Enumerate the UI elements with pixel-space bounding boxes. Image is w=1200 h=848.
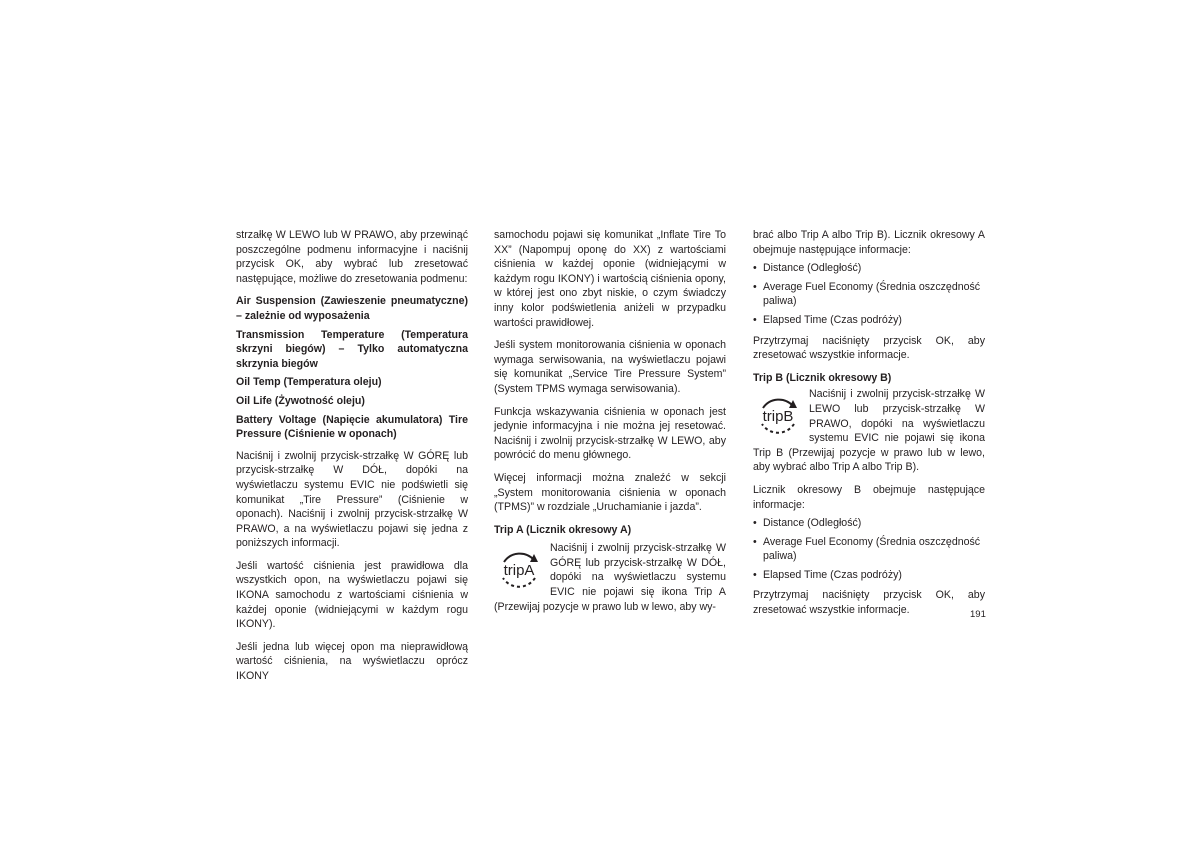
inflate-tire-paragraph: samochodu pojawi się komunikat „Inflate Tire To XX” (Napompuj oponę do XX) z wartościami ciśnienia w każdej oponie (widniejącymi w każdym rogu IKONY) i wartością ciśnienia opony, w której jest ono zbyt niskie, o czym świadczy inny kolor podświetlenia aniżeli w przypadku wartości prawidłowej. — [494, 229, 726, 329]
list-item: • Elapsed Time (Czas podróży) — [753, 313, 985, 328]
tire-pressure-paragraph: Naciśnij i zwolnij przycisk-strzałkę W GÓRĘ lub przycisk-strzałkę W DÓŁ, dopóki na wyświetlaczu systemu EVIC nie podświetli się komunikat „Tire Pressure” (Ciśnienie w oponach). Naciśnij i zwolnij przycisk-strzałkę W PRAWO, a na wyświetlaczu pojawi się jedna z poniższych informacji. — [236, 449, 468, 550]
pressure-ok-paragraph: Jeśli wartość ciśnienia jest prawidłowa dla wszystkich opon, na wyświetlaczu pojawi się IKONA samochodu z wartościami ciśnienia w każdej oponie (widniejącymi w każdym rogu IKONY). — [236, 559, 468, 631]
reset-trip-b-paragraph: Przytrzymaj naciśnięty przycisk OK, aby zresetować wszystkie informacje. — [753, 589, 985, 617]
heading-battery-tire-pressure: Battery Voltage (Napięcie akumulatora) Tire Pressure (Ciśnienie w oponach) — [236, 413, 468, 441]
column-right — [753, 228, 985, 626]
heading-oil-temp: Oil Temp (Temperatura oleju) — [236, 376, 382, 389]
list-item: • Distance (Odległość) — [753, 261, 985, 276]
pressure-low-paragraph: Jeśli jedna lub więcej opon ma nieprawidłową wartość ciśnienia, na wyświetlaczu oprócz IKONY — [236, 640, 468, 683]
list-item: • Average Fuel Economy (Średnia oszczędność paliwa) — [753, 280, 985, 309]
trip-a-list — [753, 261, 985, 327]
more-info-paragraph: Więcej informacji można znaleźć w sekcji „System monitorowania ciśnienia w oponach (TPMS)” w rozdziale „Uruchamianie i jazda”. — [494, 471, 726, 514]
trip-b-paragraph: Naciśnij i zwolnij przycisk-strzałkę W LEWO lub przycisk-strzałkę W PRAWO, dopóki na wyświetlaczu systemu EVIC nie pojawi się ikona Trip B (Przewijaj pozycje w prawo lub w lewo, aby wybrać albo Trip A albo Trip B). — [753, 388, 985, 474]
trip-b-icon — [753, 391, 803, 441]
trip-a-continued-paragraph: brać albo Trip A albo Trip B). Licznik okresowy A obejmuje następujące informacje: — [753, 229, 985, 256]
page-number: 191 — [970, 609, 986, 620]
trip-b-info-paragraph: Licznik okresowy B obejmuje następujące informacje: — [753, 483, 985, 511]
heading-trip-b: Trip B (Licznik okresowy B) — [753, 371, 892, 384]
heading-trip-a: Trip A (Licznik okresowy A) — [494, 523, 632, 536]
column-middle — [494, 228, 726, 622]
trip-b-list — [753, 516, 985, 582]
heading-transmission-temperature: Transmission Temperature (Temperatura skrzyni biegów) – Tylko automatyczna skrzynia biegów — [236, 328, 468, 370]
trip-a-icon-label: tripA — [503, 562, 535, 580]
reset-info-paragraph: Funkcja wskazywania ciśnienia w oponach jest jedynie informacyjna i nie można jej resetować. Naciśnij i zwolnij przycisk-strzałkę W LEWO, aby powrócić do menu głównego. — [494, 405, 726, 462]
trip-a-icon — [494, 545, 544, 595]
intro-paragraph: strzałkę W LEWO lub W PRAWO, aby przewinąć poszczególne podmenu informacyjne i naciśnij przycisk OK, aby wybrać lub zresetować następujące, możliwe do zresetowania podmenu: — [236, 229, 468, 285]
heading-oil-life: Oil Life (Żywotność oleju) — [236, 394, 365, 407]
trip-b-section — [753, 387, 985, 475]
heading-air-suspension: Air Suspension (Zawieszenie pneumatyczne) – zależnie od wyposażenia — [236, 295, 468, 322]
trip-a-paragraph: Naciśnij i zwolnij przycisk-strzałkę W GÓRĘ lub przycisk-strzałkę W DÓŁ, dopóki na wyświetlaczu systemu EVIC nie pojawi się ikona Trip A (Przewijaj pozycje w prawo lub w lewo, aby wy- — [494, 542, 726, 613]
service-tpms-paragraph: Jeśli system monitorowania ciśnienia w oponach wymaga serwisowania, na wyświetlaczu pojawi się komunikat „Service Tire Pressure System” (System TPMS wymaga serwisowania). — [494, 339, 726, 395]
list-item: • Elapsed Time (Czas podróży) — [753, 568, 985, 583]
column-left — [236, 228, 468, 692]
reset-trip-a-paragraph: Przytrzymaj naciśnięty przycisk OK, aby zresetować wszystkie informacje. — [753, 334, 985, 362]
trip-a-section — [494, 541, 726, 614]
list-item: • Average Fuel Economy (Średnia oszczędność paliwa) — [753, 535, 985, 564]
trip-b-icon-label: tripB — [762, 408, 794, 426]
list-item: • Distance (Odległość) — [753, 516, 985, 531]
